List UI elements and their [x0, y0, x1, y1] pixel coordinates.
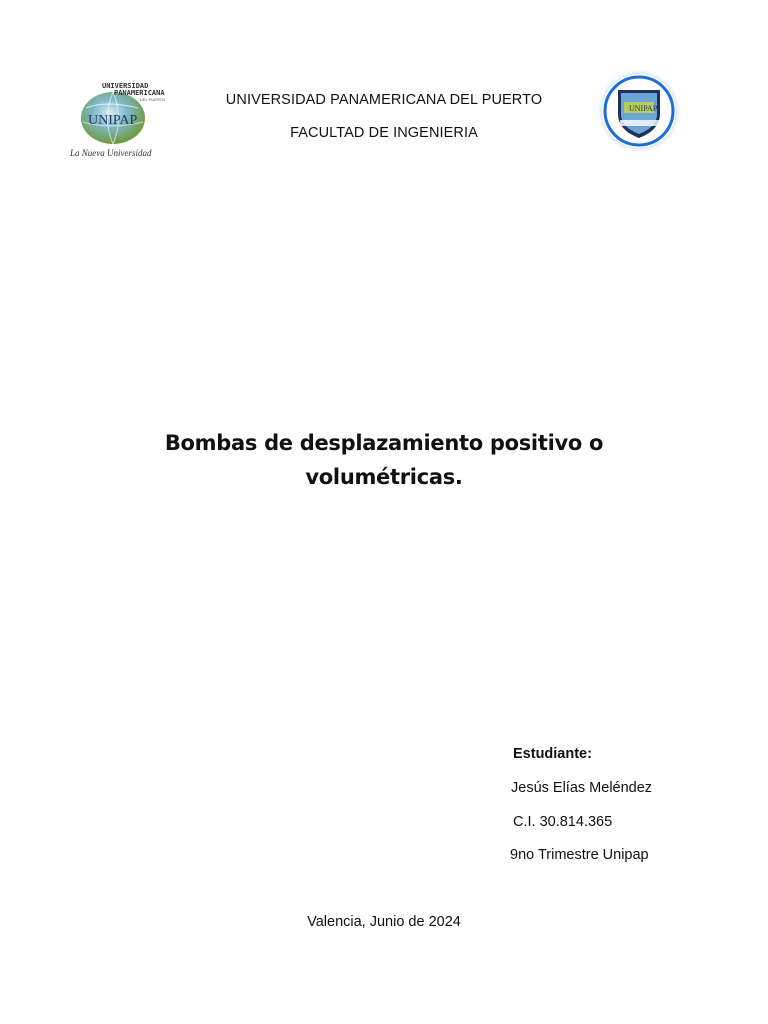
student-name: Jesús Elías Meléndez: [511, 780, 653, 796]
logo-text-del-puerto: DEL PUERTO: [140, 97, 166, 102]
unipap-seal-right: [596, 68, 682, 154]
student-label: Estudiante:: [513, 746, 592, 762]
university-name: UNIVERSIDAD PANAMERICANA DEL PUERTO: [225, 92, 543, 108]
globe-logo-icon: [66, 78, 182, 162]
logo-slogan: La Nueva Universidad: [70, 148, 152, 158]
logo-text-panamericana: PANAMERICANA: [114, 89, 165, 97]
title-line-2: volumétricas.: [305, 465, 463, 489]
student-id: C.I. 30.814.365: [513, 814, 613, 830]
seal-logo-icon: [596, 68, 682, 154]
unipap-logo-left: [66, 78, 182, 162]
title-line-1: Bombas de desplazamiento positivo o: [164, 431, 604, 455]
seal-emblem-text: UNIPAP: [629, 104, 658, 113]
logo-text-universidad: UNIVERSIDAD: [102, 82, 149, 90]
student-term: 9no Trimestre Unipap: [510, 847, 649, 863]
logo-emblem-text: UNIPAP: [88, 113, 138, 128]
faculty-name: FACULTAD DE INGENIERIA: [290, 125, 478, 141]
document-title: [0, 426, 768, 494]
place-and-date: Valencia, Junio de 2024: [307, 914, 461, 930]
